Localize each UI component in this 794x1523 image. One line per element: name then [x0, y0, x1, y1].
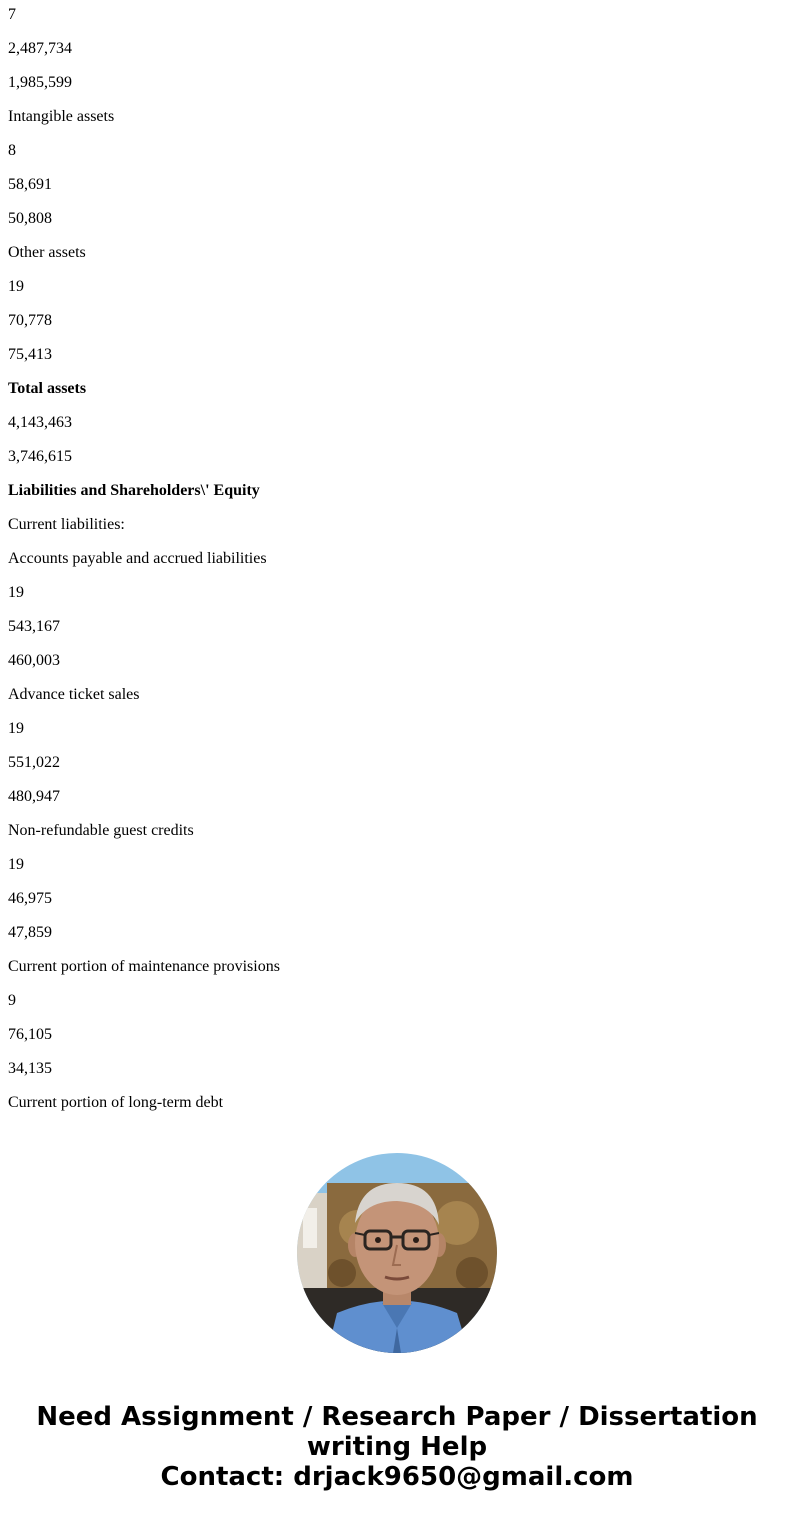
statement-line: 34,135 [8, 1060, 52, 1077]
statement-line: 47,859 [8, 924, 52, 941]
statement-line: Total assets [8, 380, 87, 397]
statement-line: 46,975 [8, 890, 52, 907]
statement-line: 76,105 [8, 1026, 52, 1043]
statement-line: 2,487,734 [8, 40, 72, 57]
promo-line-1: Need Assignment / Research Paper / Dissertation [36, 1402, 758, 1432]
statement-line: Other assets [8, 244, 86, 261]
promo-contact: Contact: drjack9650@gmail.com [160, 1462, 634, 1492]
statement-line: Current portion of maintenance provisions [8, 958, 280, 975]
financial-statement-lines [8, 0, 778, 1122]
statement-line: Current liabilities: [8, 516, 125, 533]
statement-line: 7 [8, 6, 16, 23]
statement-line: 551,022 [8, 754, 60, 771]
statement-line: Accounts payable and accrued liabilities [8, 550, 267, 567]
author-avatar [297, 1153, 497, 1353]
statement-line: 1,985,599 [8, 74, 72, 91]
statement-line: 3,746,615 [8, 448, 72, 465]
statement-line: 9 [8, 992, 16, 1009]
statement-line: 58,691 [8, 176, 52, 193]
statement-line: 460,003 [8, 652, 60, 669]
statement-line: Non-refundable guest credits [8, 822, 194, 839]
statement-line: 19 [8, 720, 24, 737]
statement-line: 70,778 [8, 312, 52, 329]
statement-line: 8 [8, 142, 16, 159]
statement-line: 543,167 [8, 618, 60, 635]
statement-line: Current portion of long-term debt [8, 1094, 224, 1111]
statement-line: 50,808 [8, 210, 52, 227]
person-photo-icon [297, 1153, 497, 1353]
promo-line-2: writing Help [306, 1432, 488, 1462]
statement-line: 19 [8, 856, 24, 873]
statement-line: 19 [8, 584, 24, 601]
statement-line: Liabilities and Shareholders\' Equity [8, 482, 260, 499]
promo-banner [0, 1402, 794, 1492]
statement-line: Intangible assets [8, 108, 115, 125]
statement-line: Advance ticket sales [8, 686, 140, 703]
statement-line: 19 [8, 278, 24, 295]
statement-line: 4,143,463 [8, 414, 72, 431]
statement-line: 75,413 [8, 346, 52, 363]
statement-line: 480,947 [8, 788, 60, 805]
